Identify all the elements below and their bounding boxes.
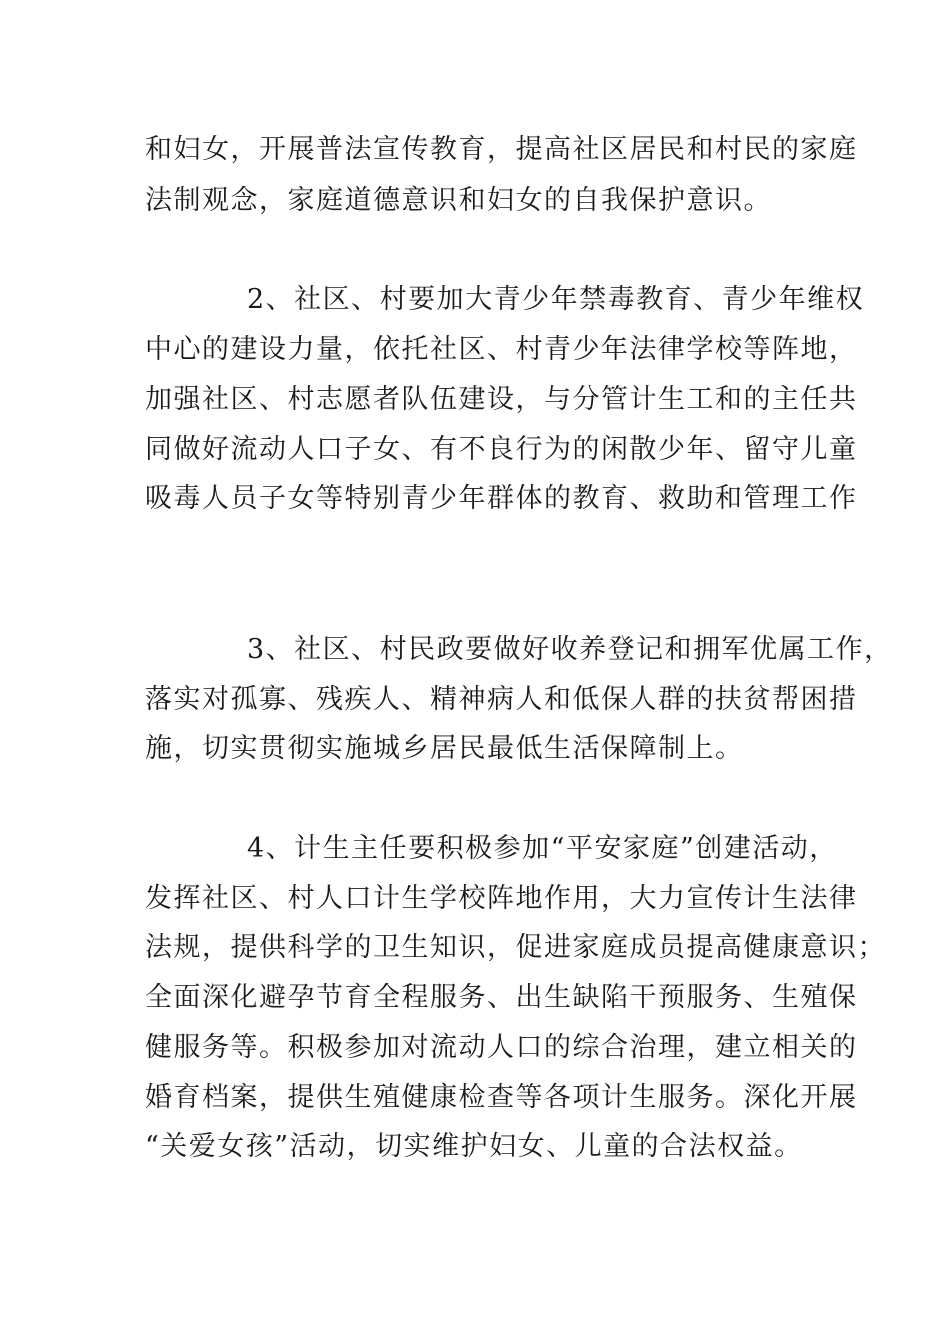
paragraph-line: 4、计生主任要积极参加“平安家庭”创建活动， [247,833,838,864]
paragraph-line: 施，切实贯彻实施城乡居民最低生活保障制上。 [145,733,744,764]
paragraph-line: 健服务等。积极参加对流动人口的综合治理，建立相关的 [145,1032,858,1063]
paragraph-line: 3、社区、村民政要做好收养登记和拥军优属工作， [247,634,893,665]
paragraph-line: 落实对孤寡、残疾人、精神病人和低保人群的扶贫帮困措 [145,684,858,715]
paragraph-line: 2、社区、村要加大青少年禁毒教育、青少年维权 [247,284,865,315]
paragraph-line: 婚育档案，提供生殖健康检查等各项计生服务。深化开展 [145,1082,858,1113]
paragraph-line: 法规，提供科学的卫生知识，促进家庭成员提高健康意识； [145,932,886,963]
paragraph-line: “关爱女孩”活动，切实维护妇女、儿童的合法权益。 [145,1131,803,1162]
paragraph-line: 和妇女，开展普法宣传教育，提高社区居民和村民的家庭 [145,134,858,165]
paragraph-line: 法制观念，家庭道德意识和妇女的自我保护意识。 [145,185,772,216]
paragraph-line: 同做好流动人口子女、有不良行为的闲散少年、留守儿童 [145,434,858,465]
paragraph-line: 加强社区、村志愿者队伍建设，与分管计生工和的主任共 [145,384,858,415]
paragraph-line: 中心的建设力量，依托社区、村青少年法律学校等阵地， [145,334,858,365]
paragraph-line: 吸毒人员子女等特别青少年群体的教育、救助和管理工作 [145,483,858,514]
paragraph-line: 全面深化避孕节育全程服务、出生缺陷干预服务、生殖保 [145,982,858,1013]
paragraph-line: 发挥社区、村人口计生学校阵地作用，大力宣传计生法律 [145,883,858,914]
